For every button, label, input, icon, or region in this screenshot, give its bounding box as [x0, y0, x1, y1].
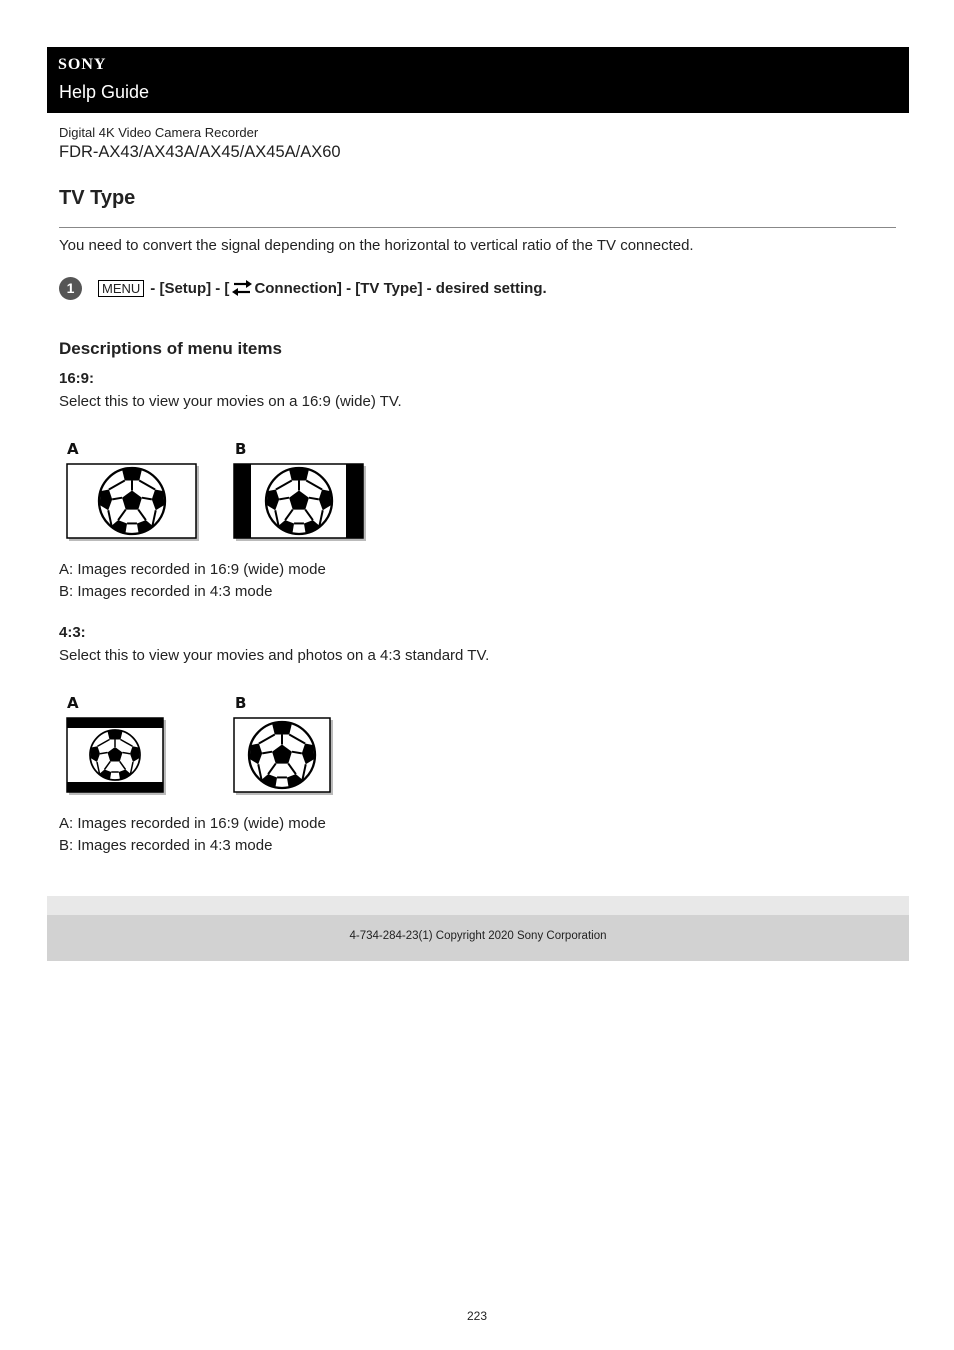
caption-b-16-9: B: Images recorded in 4:3 mode [59, 583, 273, 600]
item-description-16-9: Select this to view your movies on a 16:9 (wide) TV. [59, 393, 402, 410]
caption-b-4-3: B: Images recorded in 4:3 mode [59, 837, 273, 854]
tv-4-3-standard-image [233, 717, 334, 796]
figure-letter-a: A [67, 694, 79, 712]
section-heading: Descriptions of menu items [59, 339, 282, 358]
step-number-badge: 1 [59, 277, 82, 300]
intro-text: You need to convert the signal depending on the horizontal to vertical ratio of the TV connected. [59, 237, 694, 254]
sony-logo: SONY [58, 56, 107, 73]
footer-top-band [47, 896, 909, 915]
tv-16-9-pillarbox-image [233, 463, 367, 542]
title-divider [59, 227, 896, 228]
step-text-before: - [Setup] - [ [150, 279, 230, 297]
product-models: FDR-AX43/AX43A/AX45/AX45A/AX60 [59, 143, 341, 161]
figure-letter-b: B [235, 440, 247, 458]
tv-16-9-wide-image [66, 463, 200, 542]
copyright-text: 4-734-284-23(1) Copyright 2020 Sony Corporation [349, 930, 607, 942]
item-label-16-9: 16:9: [59, 370, 95, 387]
caption-a-4-3: A: Images recorded in 16:9 (wide) mode [59, 815, 326, 832]
step-1 [59, 276, 547, 300]
item-label-4-3: 4:3: [59, 624, 86, 641]
page-number: 223 [466, 1309, 488, 1323]
footer [47, 915, 909, 961]
help-guide-title: Help Guide [59, 82, 150, 102]
tv-4-3-letterbox-image [66, 717, 167, 796]
figure-letter-b: B [235, 694, 247, 712]
page-title: TV Type [59, 187, 136, 209]
menu-key-icon: MENU [98, 280, 144, 297]
header-bar [47, 47, 909, 113]
figure-letter-a: A [67, 440, 79, 458]
step-text-after: Connection] - [TV Type] - desired setting. [254, 279, 547, 297]
connection-icon [231, 278, 253, 298]
caption-a-16-9: A: Images recorded in 16:9 (wide) mode [59, 561, 326, 578]
item-description-4-3: Select this to view your movies and photos on a 4:3 standard TV. [59, 647, 490, 664]
product-category: Digital 4K Video Camera Recorder [59, 125, 259, 140]
